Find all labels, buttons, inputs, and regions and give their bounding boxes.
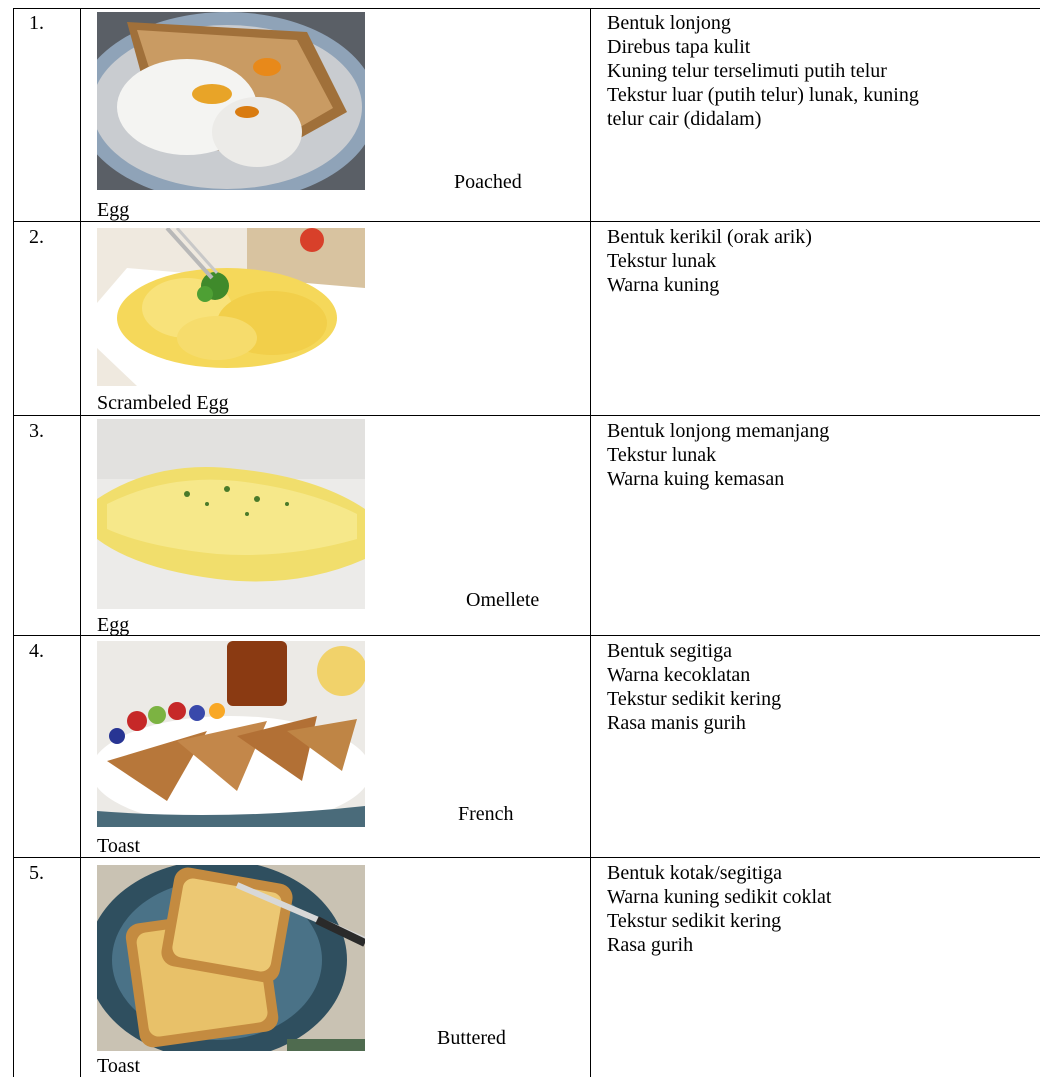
description-line: Bentuk lonjong (607, 12, 731, 34)
description-line: Kuning telur terselimuti putih telur (607, 60, 887, 82)
item-description (607, 861, 831, 957)
description-line: Bentuk lonjong memanjang (607, 420, 830, 442)
item-name: Omellete (466, 589, 540, 611)
item-name: French (458, 803, 514, 825)
table-border (13, 635, 1040, 636)
row-number: 2. (29, 226, 44, 248)
row-number: 4. (29, 640, 44, 662)
description-line: Rasa manis gurih (607, 712, 746, 734)
row-number: 5. (29, 862, 44, 884)
item-name: Egg (97, 199, 130, 221)
description-line: Direbus tapa kulit (607, 36, 751, 58)
table-border (80, 8, 81, 1077)
item-name: Toast (97, 1055, 141, 1077)
description-line: Bentuk segitiga (607, 640, 732, 662)
description-line: Rasa gurih (607, 934, 694, 956)
item-name: Buttered (437, 1027, 506, 1049)
table-border (13, 221, 1040, 222)
poached-egg-photo (97, 12, 365, 190)
description-line: Tekstur lunak (607, 444, 717, 466)
description-line: Warna kuning sedikit coklat (607, 886, 832, 908)
item-name: Egg (97, 614, 130, 636)
menu-table (13, 8, 1040, 1077)
description-line: Tekstur luar (putih telur) lunak, kuning (607, 84, 919, 106)
description-line: telur cair (didalam) (607, 108, 762, 130)
description-line: Warna kecoklatan (607, 664, 751, 686)
item-name: Scrambeled Egg (97, 392, 229, 414)
table-border (590, 8, 591, 1077)
item-description (607, 419, 829, 491)
table-border (13, 857, 1040, 858)
table-border (13, 8, 14, 1077)
item-name: Toast (97, 835, 141, 857)
description-line: Warna kuning (607, 274, 720, 296)
french-toast-photo (97, 641, 365, 827)
description-line: Tekstur sedikit kering (607, 910, 782, 932)
row-number: 3. (29, 420, 44, 442)
item-description (607, 11, 919, 131)
scrambled-egg-photo (97, 228, 365, 386)
description-line: Tekstur lunak (607, 250, 717, 272)
description-line: Tekstur sedikit kering (607, 688, 782, 710)
omelette-photo (97, 419, 365, 609)
description-line: Bentuk kerikil (orak arik) (607, 226, 812, 248)
table-border (13, 8, 1040, 9)
table-border (13, 415, 1040, 416)
item-name: Poached (454, 171, 522, 193)
buttered-toast-photo (97, 865, 365, 1051)
item-description (607, 639, 781, 735)
description-line: Warna kuing kemasan (607, 468, 785, 490)
description-line: Bentuk kotak/segitiga (607, 862, 782, 884)
item-description (607, 225, 812, 297)
row-number: 1. (29, 12, 44, 34)
